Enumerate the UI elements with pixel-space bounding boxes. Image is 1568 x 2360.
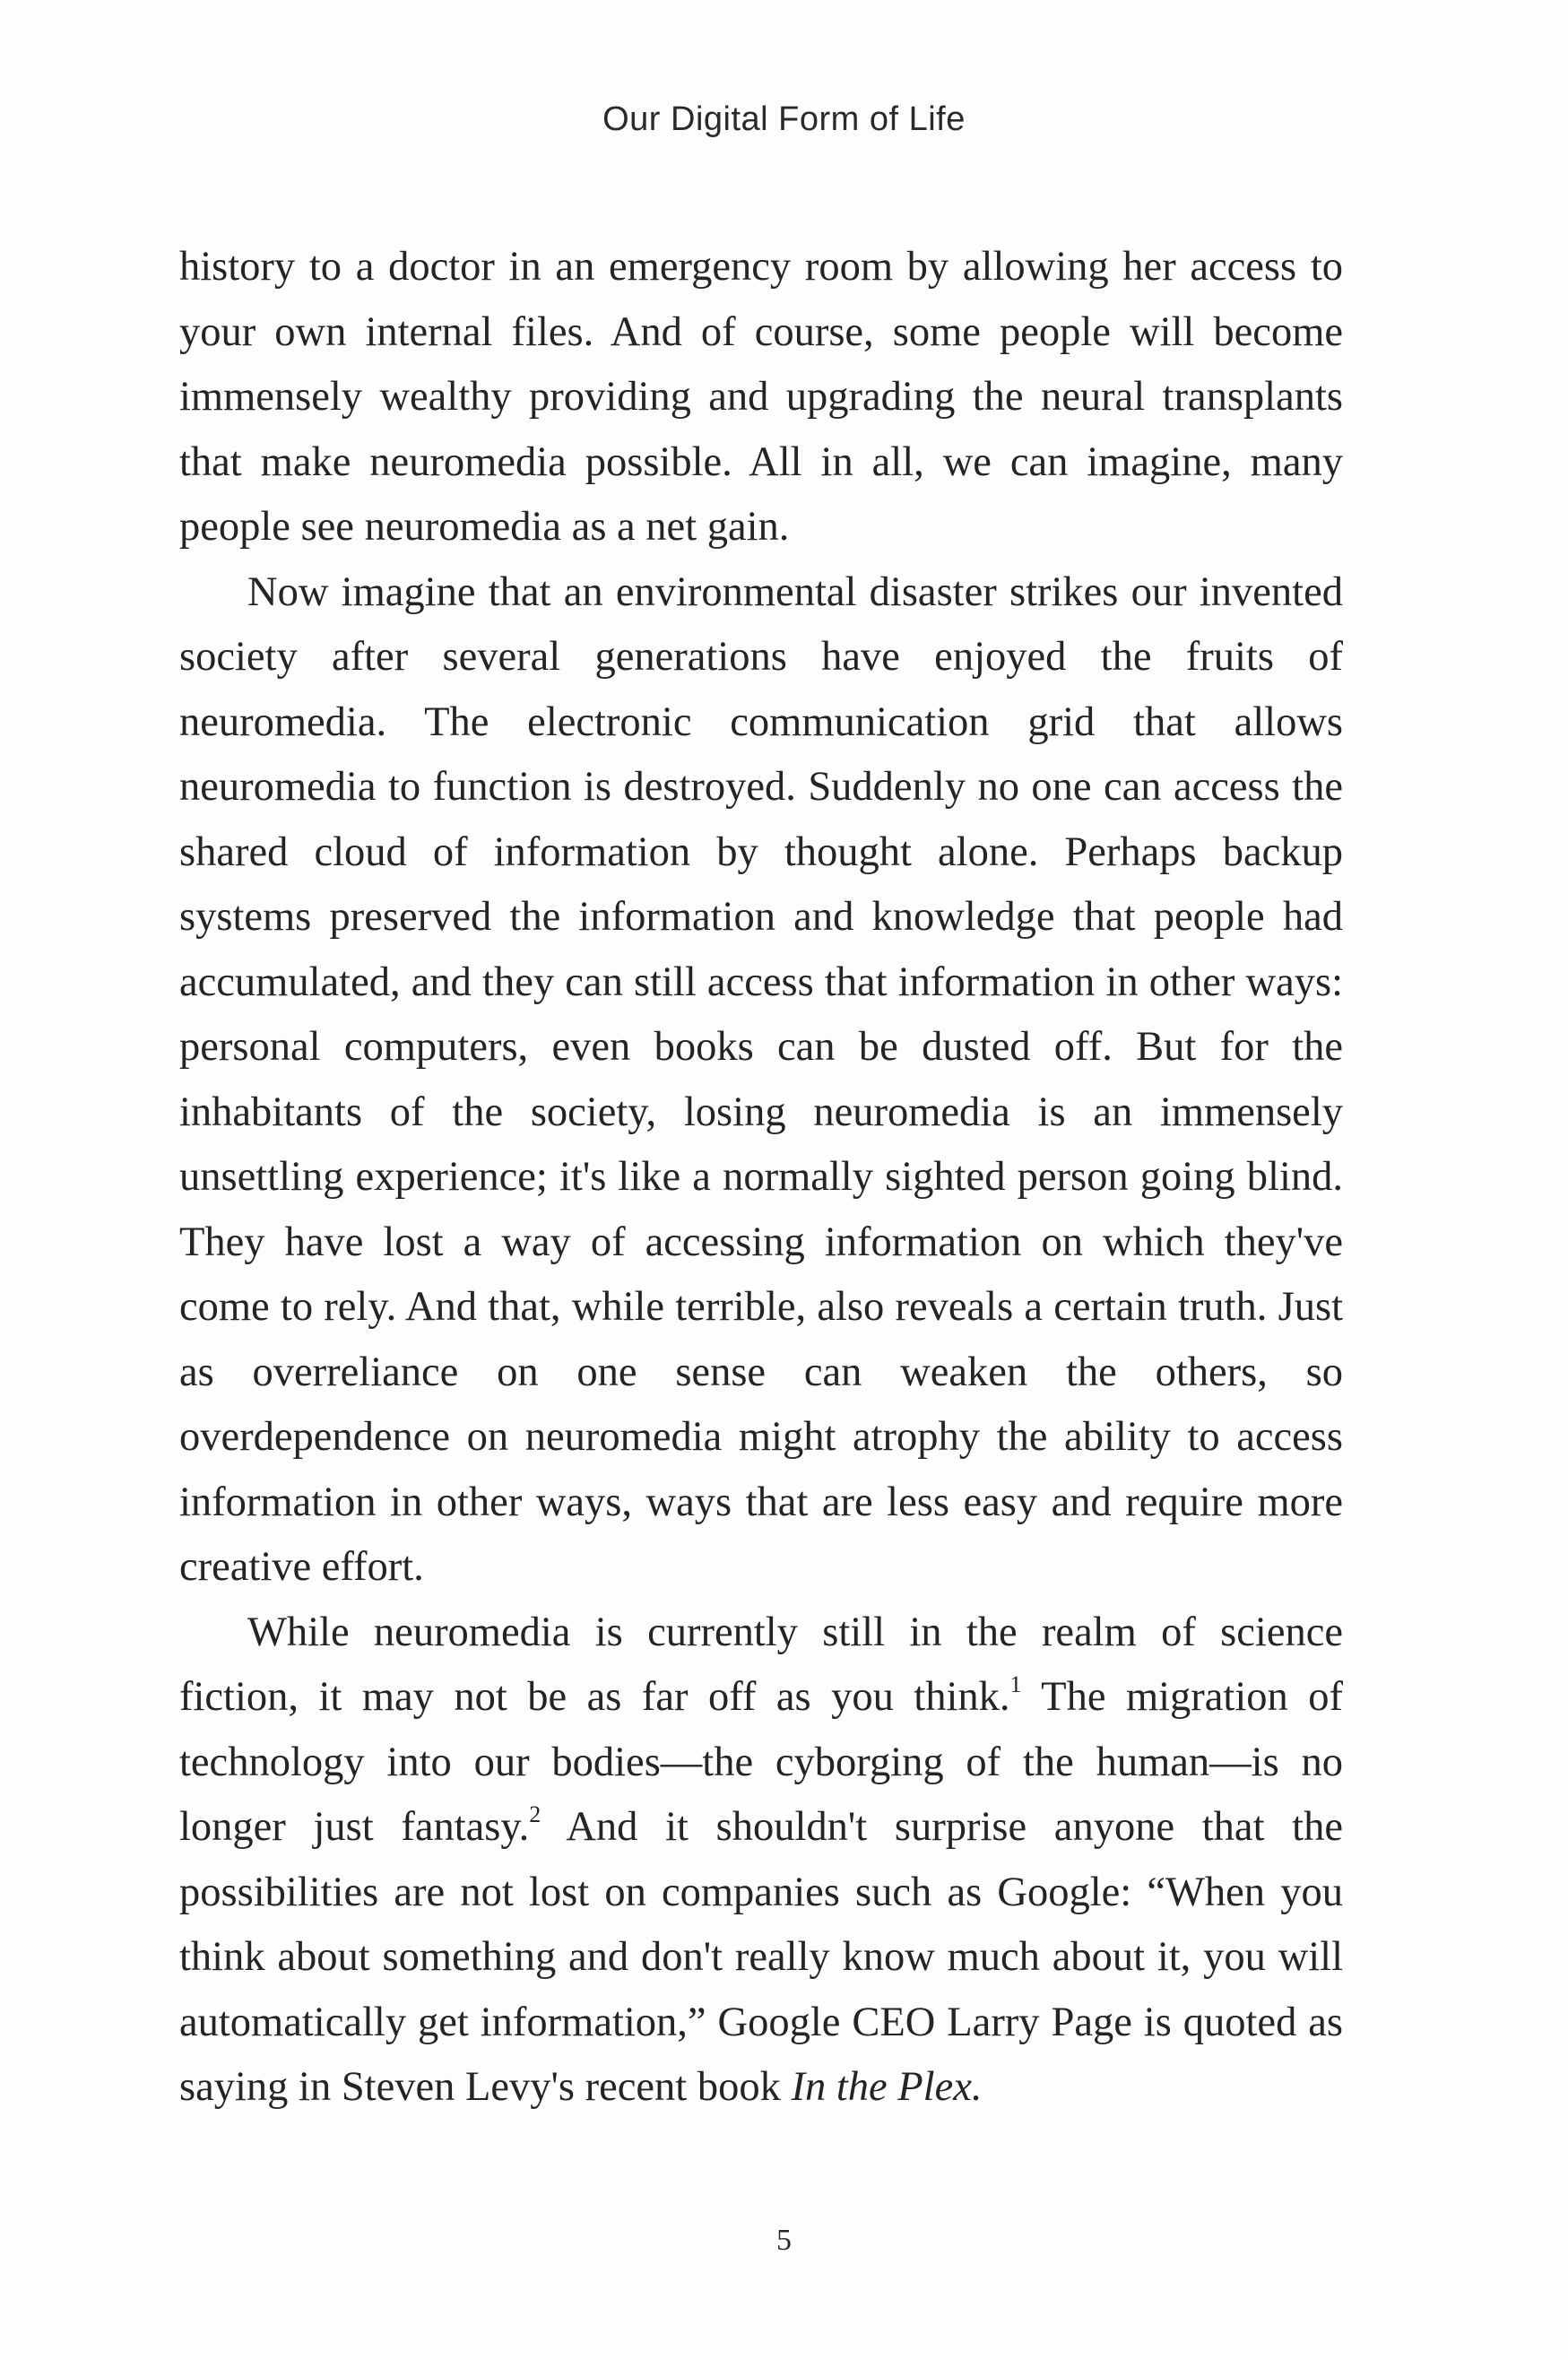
page-number: 5 xyxy=(776,2224,792,2257)
running-head-title: Our Digital Form of Life xyxy=(602,100,966,138)
body-text xyxy=(179,235,1343,2121)
paragraph-1: history to a doctor in an emergency room by allowing her access to your own internal files. And of course, some people will become immensely wealthy providing and upgrading the neural transplants that make neuromedia possible. All in all, we can imagine, many people see neuromedia as a net gain. xyxy=(179,244,1343,550)
paragraph-3-text-c: And it shouldn't surprise anyone that the possibilities are not lost on companies such as Google: “When you think about something and don't really know much about it, you will automatically get information,” Google CEO Larry Page is quoted as saying in Steven Levy's recent book xyxy=(179,1804,1343,2110)
footnote-marker-2: 2 xyxy=(529,1800,541,1827)
footnote-marker-1: 1 xyxy=(1009,1670,1022,1697)
paragraph-3-text-b: The migration of technology into our bodies—the cyborging of the human—is no longer just fantasy. xyxy=(179,1674,1343,1850)
book-title-in-the-plex: In the Plex. xyxy=(791,2064,983,2110)
paragraph-3-text-a: While neuromedia is currently still in the realm of science fiction, it may not be as far off as you think. xyxy=(179,1609,1343,1720)
paragraph-2: Now imagine that an environmental disaster strikes our invented society after several generations have enjoyed the fruits of neuromedia. The electronic communication grid that allows neuromedia to function is destroyed. Suddenly no one can access the shared cloud of information by thought alone. Perhaps backup systems preserved the information and knowledge that people had accumulated, and they can still access that information in other ways: personal computers, even books can be dusted off. But for the inhabitants of the society, losing neuromedia is an immensely unsettling experience; it's like a normally sighted person going blind. They have lost a way of accessing information on which they've come to rely. And that, while terrible, also reveals a certain truth. Just as overreliance on one sense can weaken the others, so overdependence on neuromedia might atrophy the ability to access information in other ways, ways that are less easy and require more creative effort. xyxy=(179,568,1343,1590)
paragraph-3 xyxy=(179,1601,1343,2121)
